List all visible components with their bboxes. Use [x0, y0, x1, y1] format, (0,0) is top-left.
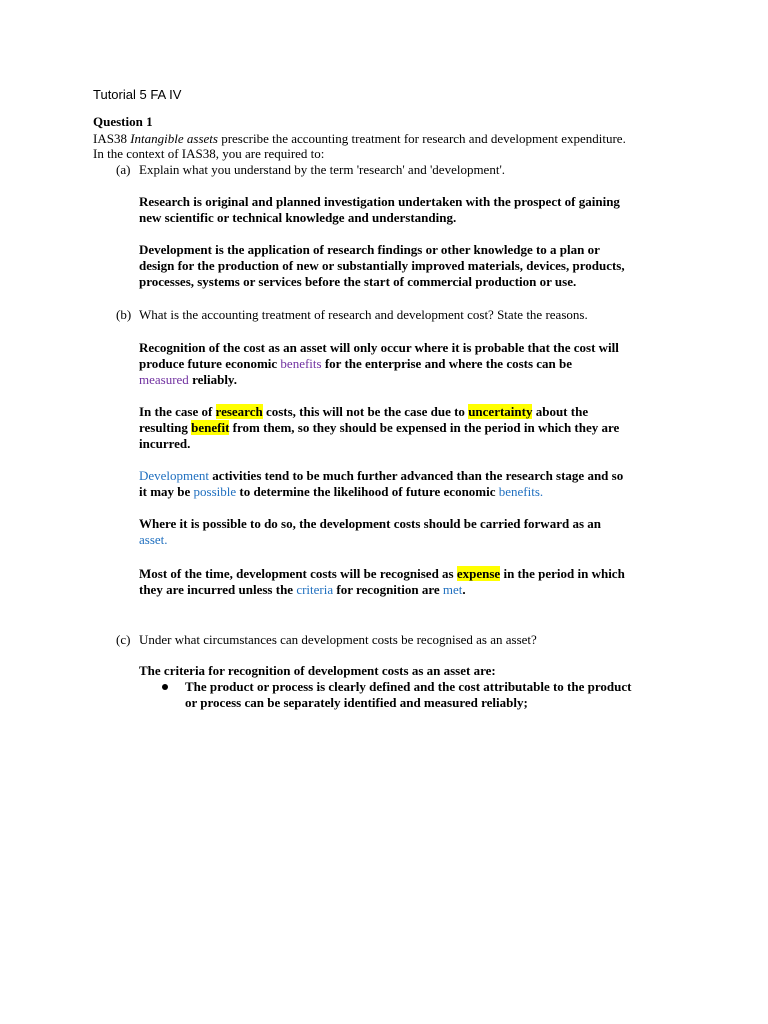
part-b-label: (b): [116, 307, 132, 322]
keyword-benefits-2: benefits.: [498, 484, 544, 499]
question-intro-line2: In the context of IAS38, you are required to:: [93, 146, 325, 161]
part-c-question: Under what circumstances can development costs be recognised as an asset?: [139, 632, 537, 647]
research-definition-line1: Research is original and planned investigation undertaken with the prospect of gaining: [139, 194, 620, 209]
highlight-uncertainty: uncertainty: [468, 404, 533, 419]
development-activities-line1: Development activities tend to be much further advanced than the research stage and so: [139, 468, 624, 483]
recognition-para-line2: produce future economic benefits for the enterprise and where the costs can be: [139, 356, 573, 371]
criteria-item-line1: The product or process is clearly defined and the cost attributable to the product: [185, 679, 632, 694]
carried-forward-line2: [139, 532, 168, 548]
keyword-measured: measured: [139, 372, 189, 387]
criteria-heading: The criteria for recognition of development costs as an asset are:: [139, 663, 496, 678]
development-definition-line1: Development is the application of research findings or other knowledge to a plan or: [139, 242, 600, 257]
recognition-para-line1: Recognition of the cost as an asset will only occur where it is probable that the cost will: [139, 340, 619, 355]
keyword-possible: possible: [193, 484, 237, 499]
document-title: Tutorial 5 FA IV: [93, 87, 182, 102]
research-costs-line1: In the case of research costs, this will not be the case due to uncertainty about the: [139, 404, 589, 419]
keyword-benefits: benefits: [280, 356, 322, 371]
research-definition-line2: new scientific or technical knowledge and understanding.: [139, 210, 457, 225]
part-c-label: (c): [116, 632, 131, 647]
question-intro-line1: IAS38 Intangible assets prescribe the accounting treatment for research and development expenditure.: [93, 131, 626, 146]
keyword-criteria: criteria: [296, 582, 334, 597]
expense-para-line1: Most of the time, development costs will be recognised as expense in the period in which: [139, 566, 625, 581]
bullet-icon: [162, 684, 168, 690]
keyword-asset: asset.: [139, 532, 168, 547]
part-a-question: Explain what you understand by the term 'research' and 'development'.: [139, 162, 506, 177]
part-a-label: (a): [116, 162, 131, 177]
highlight-benefit: benefit: [191, 420, 230, 435]
highlight-research: research: [215, 404, 263, 419]
keyword-development: Development: [139, 468, 210, 483]
highlight-expense: expense: [456, 566, 501, 581]
development-definition-line3: processes, systems or services before the start of commercial production or use.: [139, 274, 577, 289]
criteria-item-line2: or process can be separately identified and measured reliably;: [185, 695, 528, 710]
expense-para-line2: they are incurred unless the criteria for recognition are met.: [139, 582, 466, 597]
development-definition-line2: design for the production of new or substantially improved materials, devices, products,: [139, 258, 625, 273]
research-costs-line3: incurred.: [139, 436, 191, 451]
question-heading: Question 1: [93, 114, 153, 129]
research-costs-line2: resulting benefit from them, so they should be expensed in the period in which they are: [139, 420, 620, 435]
carried-forward-line1: Where it is possible to do so, the development costs should be carried forward as an: [139, 516, 601, 531]
recognition-para-line3: measured reliably.: [139, 372, 237, 387]
keyword-met: met: [442, 582, 463, 597]
part-b-question: What is the accounting treatment of research and development cost? State the reasons.: [139, 307, 588, 322]
intangible-assets-italic: Intangible assets: [130, 131, 218, 146]
development-activities-line2: it may be possible to determine the likelihood of future economic benefits.: [139, 484, 544, 499]
